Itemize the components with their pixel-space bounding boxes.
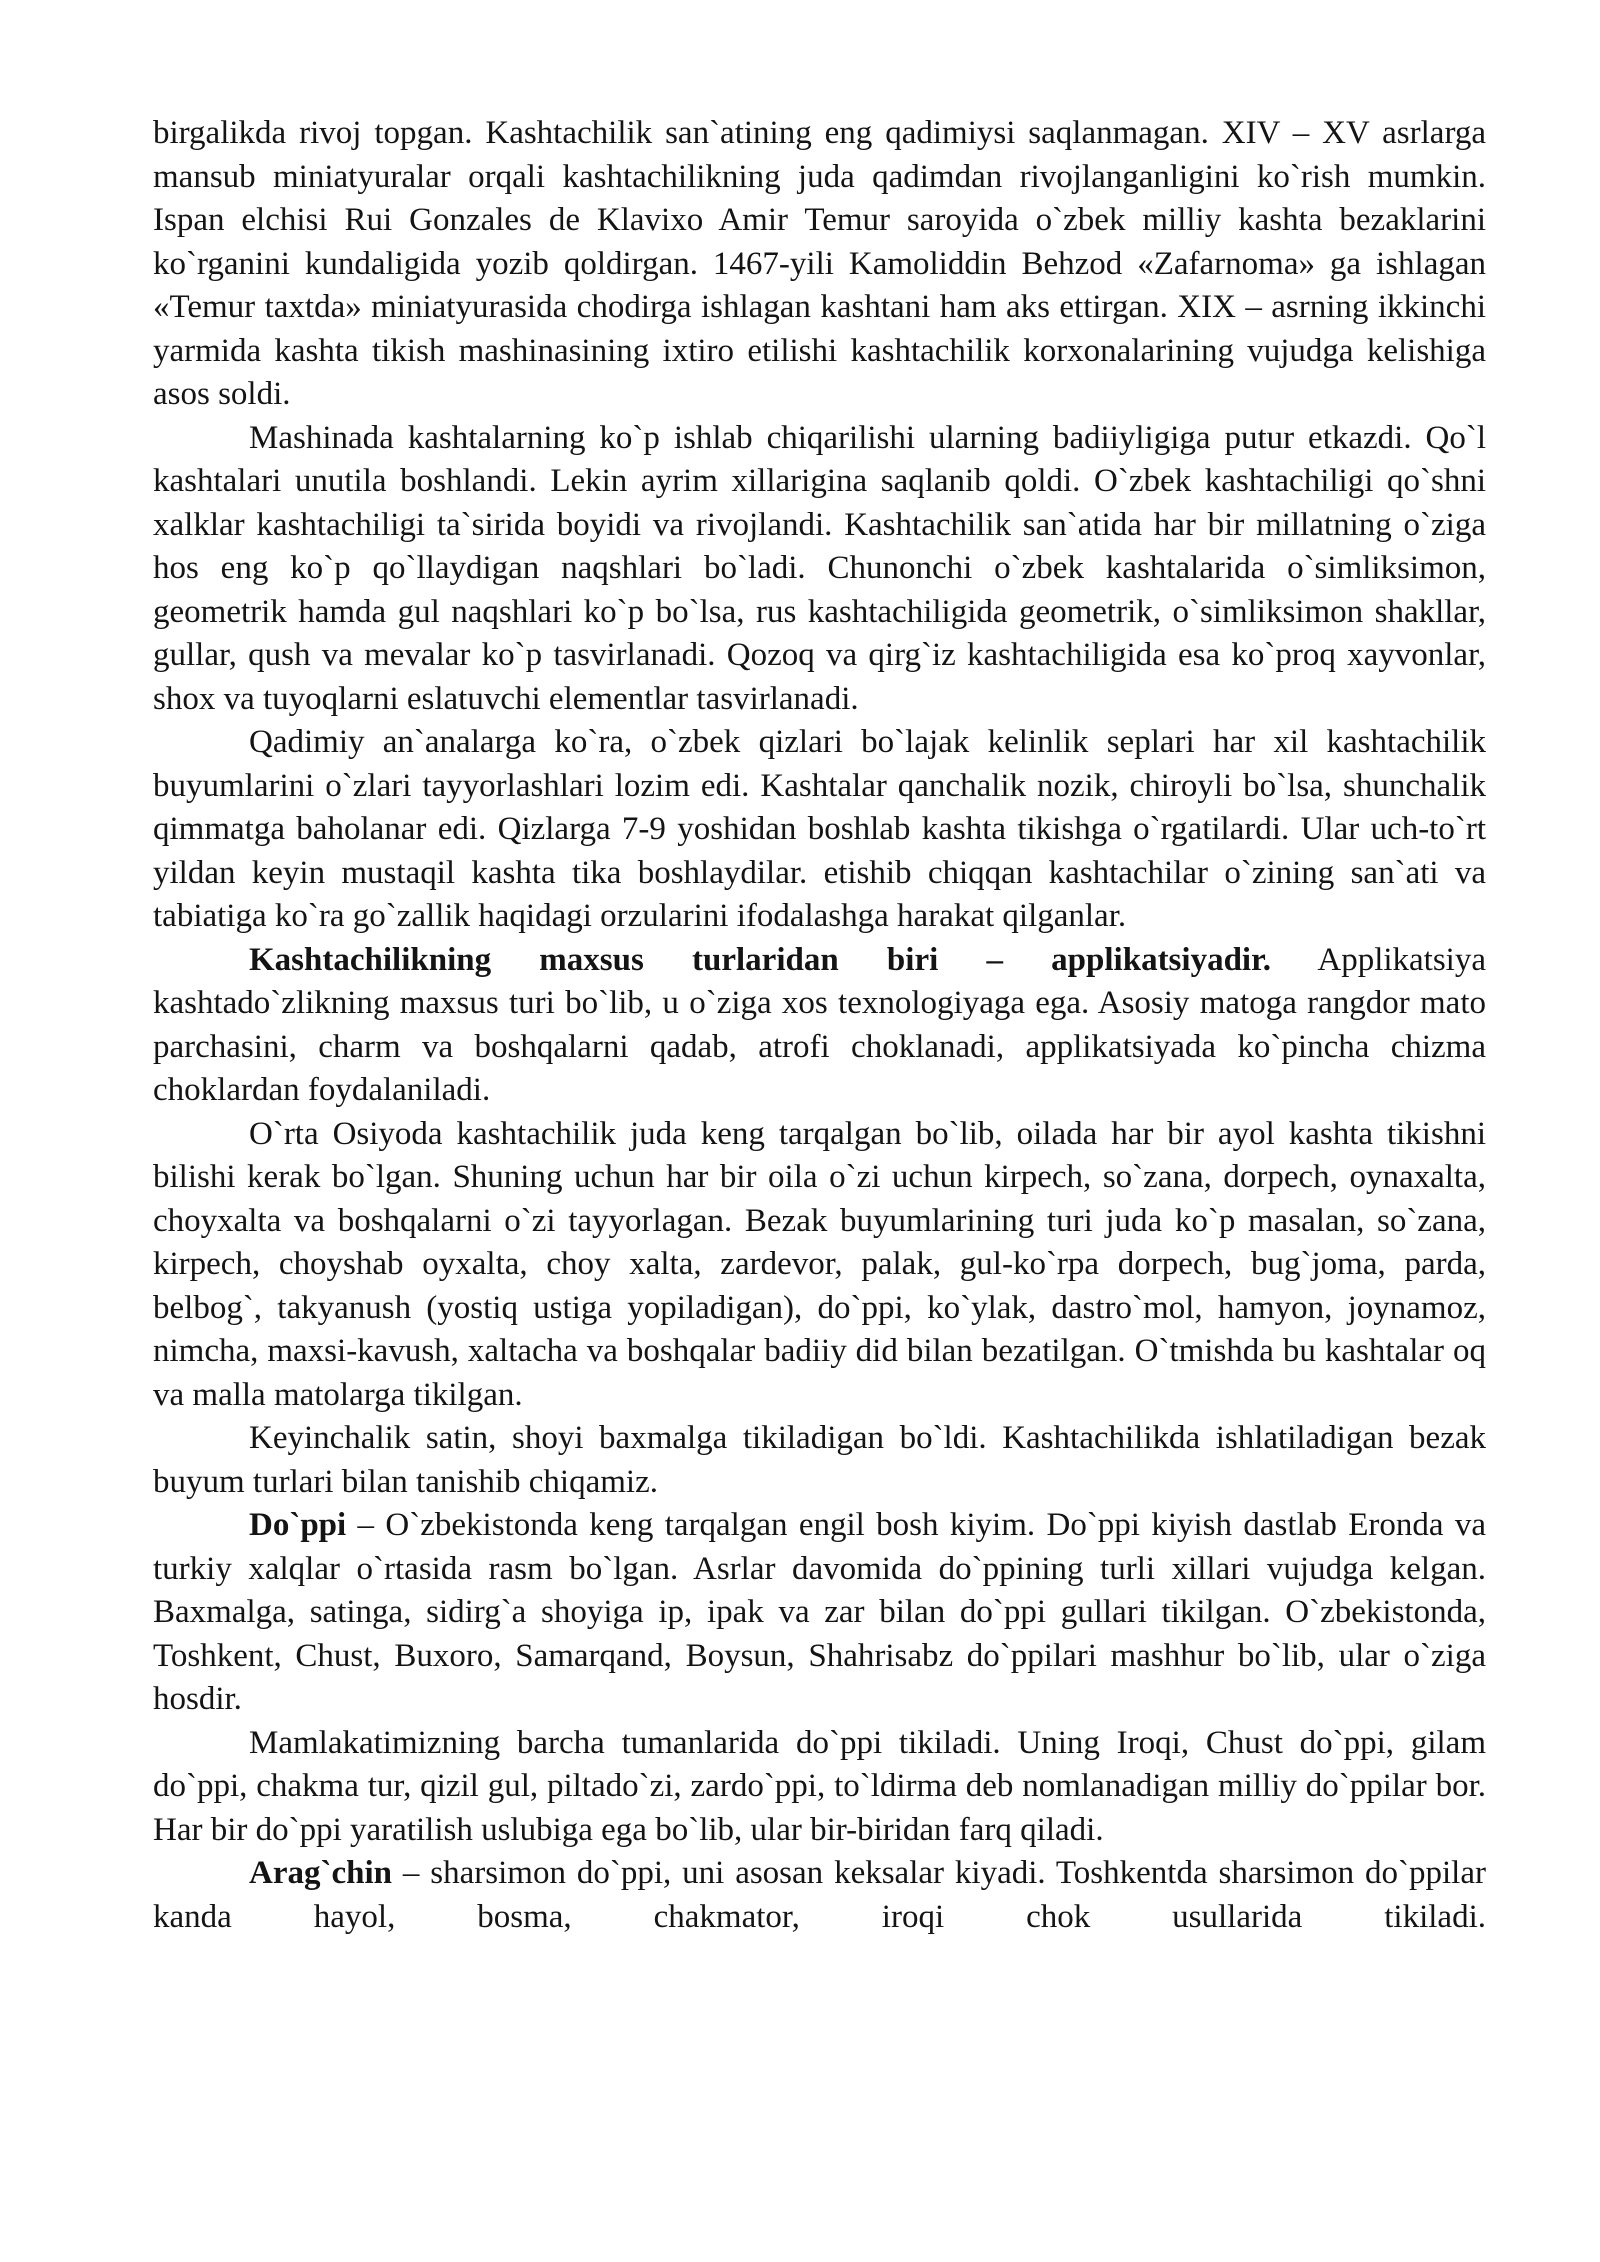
paragraph-3-text: Qadimiy an`analarga ko`ra, o`zbek qizlari bo`lajak kelinlik seplari har xil kashtachilik buyumlarini o`zlari tayyorlashlari lozim edi. Kashtalar qanchalik nozik, chiroyli bo`lsa, shunchalik qimmatga baholanar edi. Qizlarga 7-9 yoshidan boshlab kashta tikishga o`rgatilardi. Ular uch-to`rt yildan keyin mustaqil kashta tika boshlaydilar. etishib chiqqan kashtachilar o`zining san`ati va tabiatiga ko`ra go`zallik haqidagi orzularini ifodalashga harakat qilganlar. [153,724,1486,934]
paragraph-6 [153,1417,1486,1504]
paragraph-8 [153,1722,1486,1853]
paragraph-2-text: Mashinada kashtalarning ko`p ishlab chiqarilishi ularning badiiyligiga putur etkazdi. Qo`l kashtalari unutila boshlandi. Lekin ayrim xillarigina saqlanib qoldi. O`zbek kashtachiligi qo`shni xalklar kashtachiligi ta`sirida boyidi va rivojlandi. Kashtachilik san`atida har bir millatning o`ziga hos eng ko`p qo`llaydigan naqshlari bo`ladi. Chunonchi o`zbek kashtalarida o`simliksimon, geometrik hamda gul naqshlari ko`p bo`lsa, rus kashtachiligida geometrik, o`simliksimon shakllar, gullar, qush va mevalar ko`p tasvirlanadi. Qozoq va qirg`iz kashtachiligida esa ko`proq xayvonlar, shox va tuyoqlarni eslatuvchi elementlar tasvirlanadi. [153,419,1486,717]
paragraph-4 [153,939,1486,1113]
paragraph-7-text: – O`zbekistonda keng tarqalgan engil bosh kiyim. Do`ppi kiyish dastlab Eronda va turkiy xalqlar o`rtasida rasm bo`lgan. Asrlar davomida do`ppining turli xillari vujudga kelgan. Baxmalga, satinga, sidirg`a shoyiga ip, ipak va zar bilan do`ppi gullari tikilgan. O`zbekistonda, Toshkent, Chust, Buxoro, Samarqand, Boysun, Shahrisabz do`ppilari mashhur bo`lib, ular o`ziga hosdir. [153,1507,1486,1717]
paragraph-9-text: – sharsimon do`ppi, uni asosan keksalar kiyadi. Toshkentda sharsimon do`ppilar kanda hayol, bosma, chakmator, iroqi chok usullarida tikiladi. [153,1855,1486,1935]
paragraph-4-bold-lead: Kashtachilikning maxsus turlaridan biri – applikatsiyadir. [249,941,1271,978]
paragraph-7-bold-term: Do`ppi [249,1507,347,1543]
paragraph-2 [153,417,1486,722]
paragraph-9-bold-term: Arag`chin [249,1855,392,1891]
paragraph-5-text: O`rta Osiyoda kashtachilik juda keng tarqalgan bo`lib, oilada har bir ayol kashta tikishni bilishi kerak bo`lgan. Shuning uchun har bir oila o`zi uchun kirpech, so`zana, dorpech, oynaxalta, choyxalta va boshqalarni o`zi tayyorlagan. Bezak buyumlarining turi juda ko`p masalan, so`zana, kirpech, choyshab oyxalta, choy xalta, zardevor, palak, gul-ko`rpa dorpech, bug`joma, parda, belbog`, takyanush (yostiq ustiga yopiladigan), do`ppi, ko`ylak, dastro`mol, hamyon, joynamoz, nimcha, maxsi-kavush, xaltacha va boshqalar badiiy did bilan bezatilgan. O`tmishda bu kashtalar oq va malla matolarga tikilgan. [153,1115,1486,1413]
paragraph-3 [153,721,1486,939]
paragraph-8-text: Mamlakatimizning barcha tumanlarida do`ppi tikiladi. Uning Iroqi, Chust do`ppi, gilam do`ppi, chakma tur, qizil gul, piltado`zi, zardo`ppi, to`ldirma deb nomlanadigan milliy do`ppilar bor. Har bir do`ppi yaratilish uslubiga ega bo`lib, ular bir-biridan farq qiladi. [153,1724,1486,1848]
paragraph-9 [153,1852,1486,1939]
paragraph-5 [153,1113,1486,1418]
paragraph-1 [153,112,1486,417]
paragraph-6-text: Keyinchalik satin, shoyi baxmalga tikiladigan bo`ldi. Kashtachilikda ishlatiladigan bezak buyum turlari bilan tanishib chiqamiz. [153,1420,1486,1500]
paragraph-7 [153,1504,1486,1722]
document-page [153,112,1486,1939]
paragraph-4-text: Applikatsiya kashtado`zlikning maxsus turi bo`lib, u o`ziga xos texnologiyaga ega. Asosiy matoga rangdor mato parchasini, charm va boshqalarni qadab, atrofi choklanadi, applikatsiyada ko`pincha chizma choklardan foydalaniladi. [153,941,1486,1108]
paragraph-1-text: birgalikda rivoj topgan. Kashtachilik san`atining eng qadimiysi saqlanmagan. XIV – XV asrlarga mansub miniatyuralar orqali kashtachilikning juda qadimdan rivojlanganligini ko`rish mumkin. Ispan elchisi Rui Gonzales de Klavixo Amir Temur saroyida o`zbek milliy kashta bezaklarini ko`rganini kundaligida yozib qoldirgan. 1467-yili Kamoliddin Behzod «Zafarnoma» ga ishlagan «Temur taxtda» miniatyurasida chodirga ishlagan kashtani ham aks ettirgan. XIX – asrning ikkinchi yarmida kashta tikish mashinasining ixtiro etilishi kashtachilik korxonalarining vujudga kelishiga asos soldi. [153,115,1486,412]
